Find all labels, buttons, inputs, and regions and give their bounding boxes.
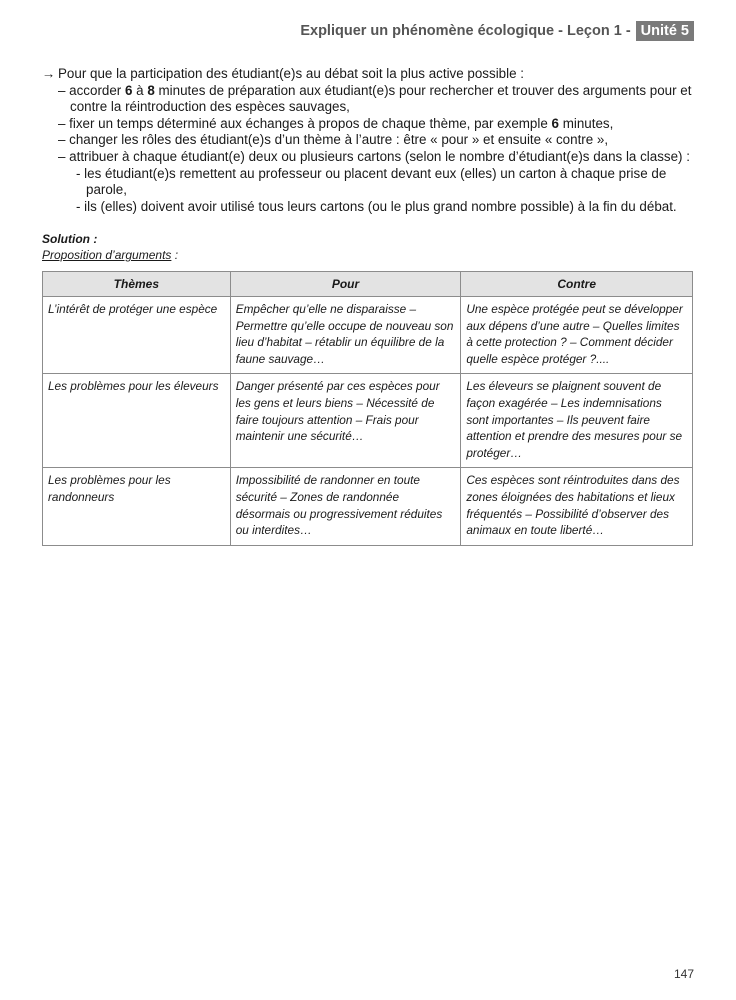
column-header-themes: Thèmes bbox=[43, 272, 231, 297]
instruction-item bbox=[42, 116, 696, 133]
solution-subtitle-text: Proposition d’arguments bbox=[42, 248, 172, 262]
instruction-subitem: - ils (elles) doivent avoir utilisé tous leurs cartons (ou le plus grand nombre possible) à la fin du débat. bbox=[76, 198, 677, 214]
minutes-per-theme: 6 bbox=[551, 115, 559, 131]
arguments-table bbox=[42, 271, 693, 546]
instruction-item bbox=[42, 83, 696, 116]
instructions-block bbox=[42, 66, 696, 215]
theme-cell: Les problèmes pour les randonneurs bbox=[43, 468, 231, 545]
solution-subtitle-suffix: : bbox=[171, 248, 179, 262]
instruction-item: – attribuer à chaque étudiant(e) deux ou plusieurs cartons (selon le nombre d’étudiant(e)s dans la classe) : bbox=[58, 148, 690, 164]
table-row bbox=[43, 297, 693, 374]
instruction-text: à bbox=[132, 82, 148, 98]
theme-cell: Les problèmes pour les éleveurs bbox=[43, 374, 231, 468]
theme-cell: L’intérêt de protéger une espèce bbox=[43, 297, 231, 374]
instruction-text: minutes, bbox=[558, 115, 614, 131]
contre-cell: Une espèce protégée peut se développer aux dépens d’une autre – Quelles limites à cette protection ? – Comment décider quelle espèce protéger ?.... bbox=[461, 297, 693, 374]
page-header bbox=[300, 20, 694, 42]
pour-cell: Empêcher qu’elle ne disparaisse – Permettre qu’elle occupe de nouveau son lieu d’habitat – rétablir un équilibre de la faune sauvage… bbox=[230, 297, 461, 374]
contre-cell: Ces espèces sont réintroduites dans des zones éloignées des habitations et lieux fréquentés – Possibilité d’observer des animaux en toute liberté… bbox=[461, 468, 693, 545]
table-header-row bbox=[43, 272, 693, 297]
instructions-lead bbox=[42, 66, 696, 83]
table-row bbox=[43, 468, 693, 545]
instruction-item: – changer les rôles des étudiant(e)s d’un thème à l’autre : être « pour » et ensuite « contre », bbox=[58, 132, 609, 148]
lesson-title: Expliquer un phénomène écologique - Leçon 1 - bbox=[300, 23, 631, 39]
column-header-pour: Pour bbox=[230, 272, 461, 297]
instruction-text: – accorder bbox=[58, 82, 125, 98]
pour-cell: Danger présenté par ces espèces pour les gens et leurs biens – Nécessité de faire toujours attention – Frais pour maintenir une sécurité… bbox=[230, 374, 461, 468]
solution-block bbox=[42, 231, 178, 263]
pour-cell: Impossibilité de randonner en toute sécurité – Zones de randonnée désormais ou progressivement réduites ou interdites… bbox=[230, 468, 461, 545]
minutes-min: 6 bbox=[125, 82, 133, 98]
table-row bbox=[43, 374, 693, 468]
unit-badge: Unité 5 bbox=[636, 21, 694, 41]
instruction-text: minutes de préparation aux étudiant(e)s pour rechercher et trouver des arguments pour et contre la réintroduction des espèces sauvages, bbox=[70, 82, 692, 115]
solution-subtitle bbox=[42, 247, 178, 263]
lead-text: Pour que la participation des étudiant(e)s au débat soit la plus active possible : bbox=[58, 66, 524, 81]
solution-title: Solution : bbox=[42, 232, 98, 246]
page-number: 147 bbox=[673, 967, 694, 981]
column-header-contre: Contre bbox=[461, 272, 693, 297]
instruction-subitem: - les étudiant(e)s remettent au professeur ou placent devant eux (elles) un carton à chaque prise de parole, bbox=[76, 165, 667, 198]
instruction-text: – fixer un temps déterminé aux échanges à propos de chaque thème, par exemple bbox=[58, 115, 552, 131]
arrow-right-icon: → bbox=[42, 66, 56, 81]
minutes-max: 8 bbox=[147, 82, 155, 98]
contre-cell: Les éleveurs se plaignent souvent de façon exagérée – Les indemnisations sont importantes – Ils peuvent faire attention et prendre des mesures pour se protéger… bbox=[461, 374, 693, 468]
